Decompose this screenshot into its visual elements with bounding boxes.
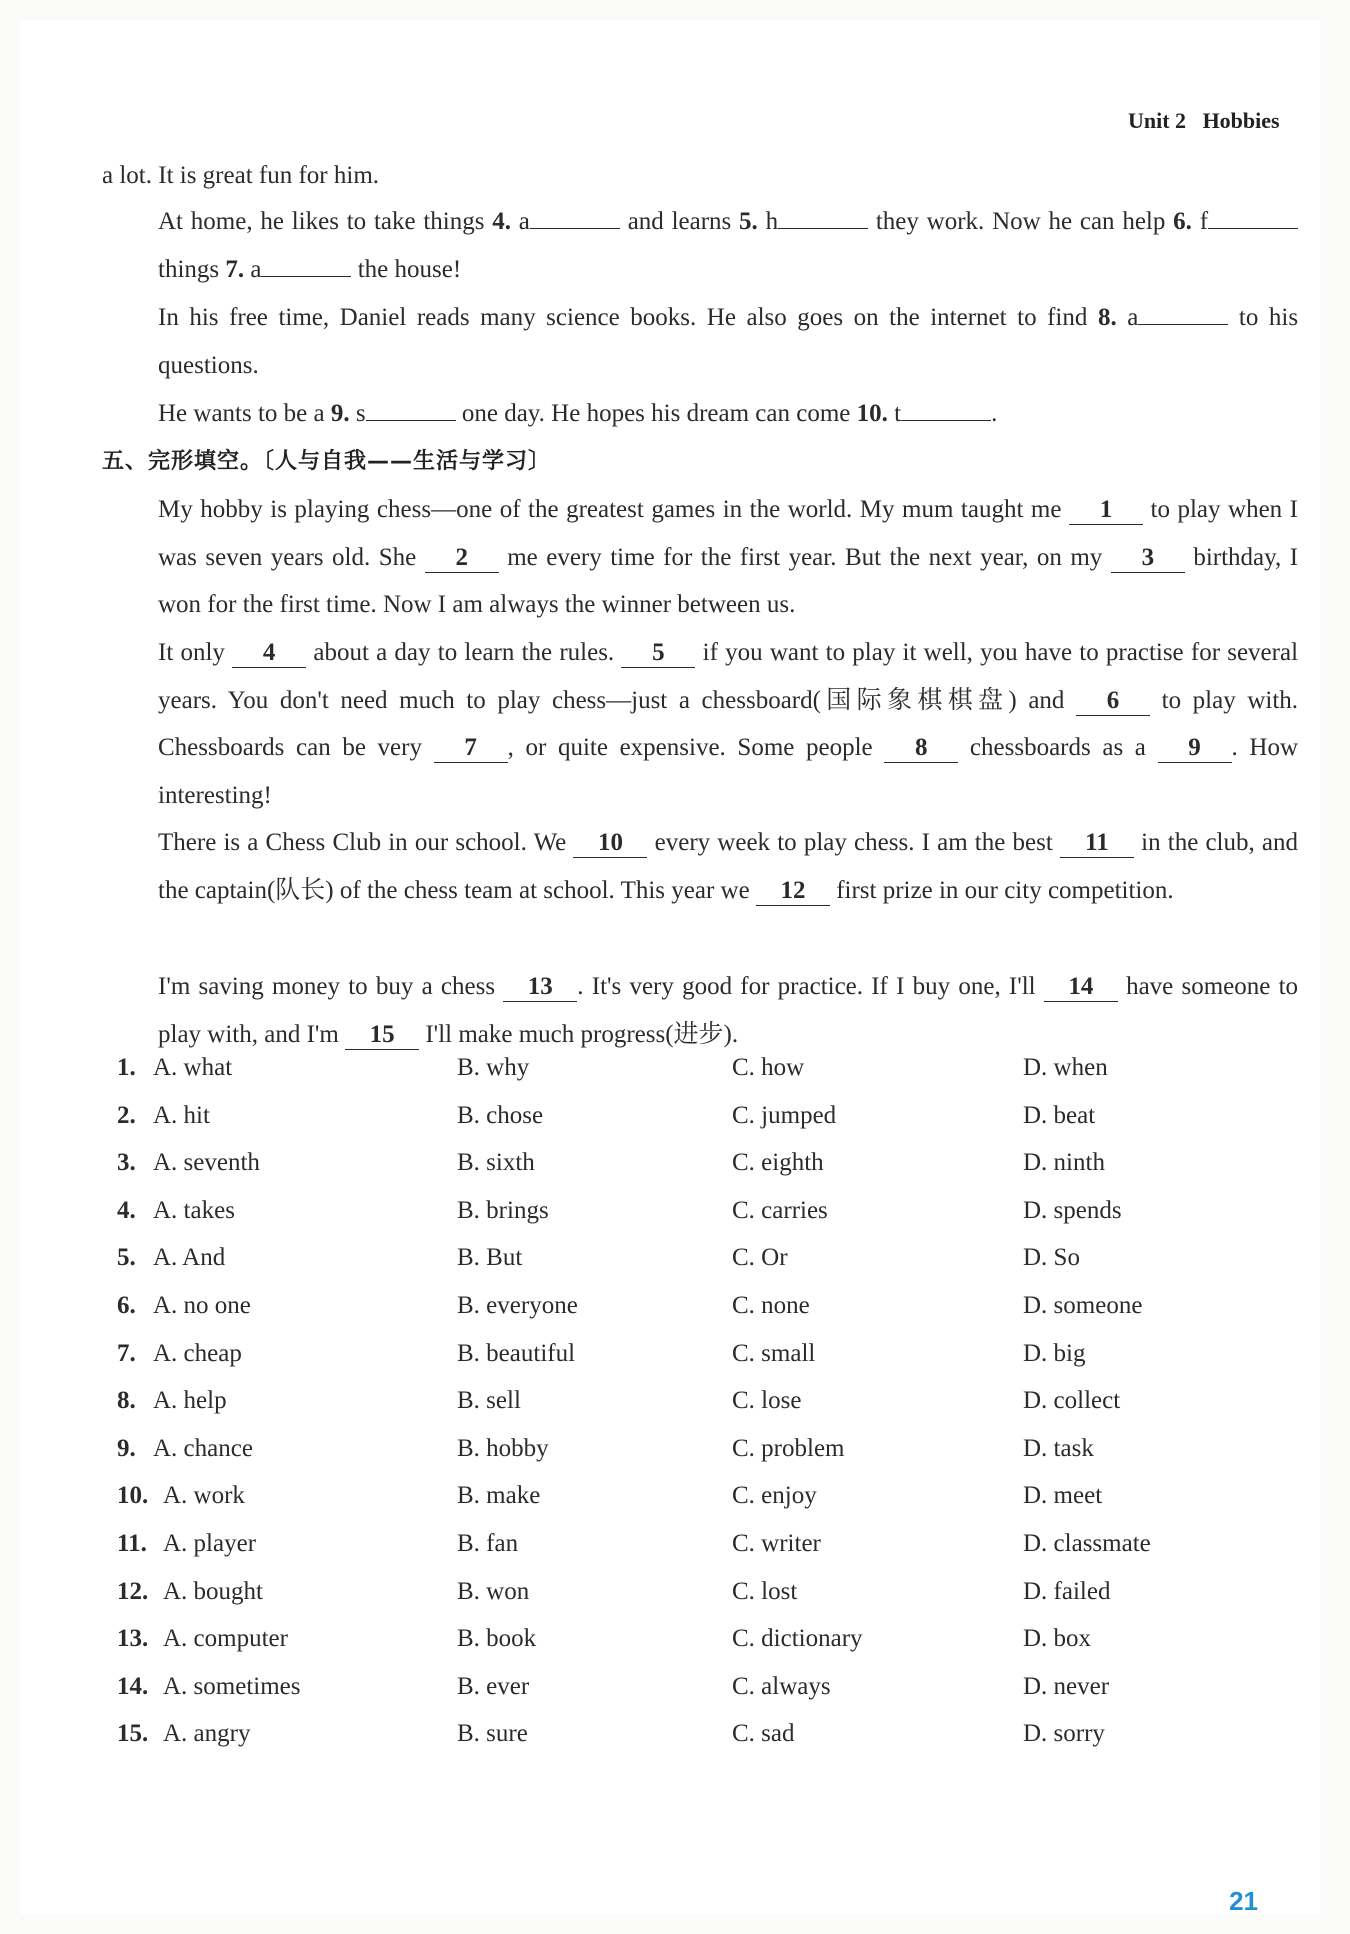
option-a[interactable]: A. help (153, 1387, 227, 1415)
option-row (117, 1482, 1217, 1529)
option-question-number: 7. (117, 1339, 136, 1367)
option-question-number: 13. (117, 1625, 149, 1653)
option-d[interactable]: D. big (1023, 1339, 1086, 1367)
answer-blank-5[interactable] (778, 228, 868, 229)
option-row (117, 1625, 1217, 1672)
option-a[interactable]: A. cheap (153, 1339, 242, 1367)
option-row (117, 1054, 1217, 1101)
option-d[interactable]: D. never (1023, 1672, 1110, 1700)
option-c[interactable]: C. jumped (732, 1101, 837, 1129)
option-question-number: 3. (117, 1149, 136, 1177)
option-b[interactable]: B. make (457, 1482, 541, 1510)
option-d[interactable]: D. when (1023, 1054, 1108, 1081)
option-b[interactable]: B. ever (457, 1672, 530, 1700)
option-c[interactable]: C. always (732, 1672, 831, 1700)
option-c[interactable]: C. lost (732, 1577, 798, 1605)
option-a[interactable]: A. computer (163, 1625, 288, 1653)
cloze-blank-3[interactable]: 3 (1111, 544, 1185, 573)
option-b[interactable]: B. chose (457, 1101, 544, 1129)
cloze-blank-7[interactable]: 7 (434, 734, 508, 763)
cloze-blank-8[interactable]: 8 (884, 734, 958, 763)
option-question-number: 2. (117, 1101, 136, 1129)
option-c[interactable]: C. how (732, 1054, 805, 1081)
answer-blank-6[interactable] (1208, 228, 1298, 229)
option-c[interactable]: C. carries (732, 1196, 828, 1224)
option-a[interactable]: A. player (163, 1530, 257, 1557)
option-d[interactable]: D. spends (1023, 1196, 1122, 1224)
option-b[interactable]: B. won (457, 1577, 530, 1605)
answer-blank-9[interactable] (366, 420, 456, 421)
option-d[interactable]: D. box (1023, 1625, 1092, 1653)
question-number-6: 6. (1173, 208, 1192, 235)
reading-paragraph-3: He wants to be a 9. s one day. He hopes his dream can come 10. t . (158, 400, 998, 427)
cloze-paragraph-2: It only 4 about a day to learn the rules. 5 if you want to play it well, you have to practise for several years. You don't need much to play chess—just a chessboard(国际象棋棋盘) and 6 to play with. Chessboards can be very 7 , or quite expensive. Some people 8 chessboards as a 9 . How interesting! (158, 639, 1299, 809)
option-row (117, 1102, 1217, 1149)
option-b[interactable]: B. sell (457, 1387, 521, 1415)
cloze-blank-5[interactable]: 5 (621, 639, 695, 668)
option-question-number: 8. (117, 1387, 136, 1415)
unit-title: Hobbies (1202, 108, 1280, 133)
option-b[interactable]: B. fan (457, 1530, 519, 1557)
question-number-4: 4. (492, 208, 512, 235)
running-header (1128, 108, 1280, 134)
section-title-cloze: 五、完形填空。〔人与自我——生活与学习〕 (102, 449, 552, 474)
paper-sheet (20, 20, 1320, 1914)
cloze-blank-13[interactable]: 13 (503, 973, 577, 1002)
option-d[interactable]: D. So (1023, 1244, 1080, 1272)
option-row (117, 1435, 1217, 1482)
question-number-5: 5. (739, 208, 758, 235)
option-d[interactable]: D. sorry (1023, 1720, 1105, 1748)
option-question-number: 9. (117, 1434, 136, 1462)
option-d[interactable]: D. ninth (1023, 1149, 1105, 1177)
option-row (117, 1578, 1217, 1625)
option-a[interactable]: A. And (153, 1244, 226, 1272)
question-number-10: 10. (856, 400, 888, 427)
reading-paragraph-2: In his free time, Daniel reads many science books. He also goes on the internet to find 8. a to his questions. (158, 304, 1299, 379)
reading-paragraph-1: At home, he likes to take things 4. a and learns 5. h they work. Now he can help 6. f things 7. a the house! (102, 198, 1298, 293)
option-a[interactable]: A. chance (153, 1434, 253, 1462)
option-question-number: 6. (117, 1292, 136, 1319)
cloze-blank-9[interactable]: 9 (1158, 734, 1232, 763)
option-a[interactable]: A. angry (163, 1720, 251, 1748)
option-a[interactable]: A. what (153, 1054, 233, 1081)
answer-blank-4[interactable] (530, 228, 620, 229)
option-question-number: 11. (117, 1530, 147, 1557)
option-row (117, 1244, 1217, 1291)
option-a[interactable]: A. seventh (153, 1149, 260, 1177)
option-a[interactable]: A. takes (153, 1196, 235, 1224)
option-question-number: 10. (117, 1482, 149, 1510)
answer-blank-8[interactable] (1138, 324, 1228, 325)
answer-blank-7[interactable] (261, 276, 351, 277)
option-a[interactable]: A. hit (153, 1101, 210, 1129)
option-c[interactable]: C. problem (732, 1434, 845, 1462)
cloze-blank-6[interactable]: 6 (1076, 687, 1150, 716)
cloze-blank-14[interactable]: 14 (1044, 973, 1118, 1002)
reading-line-1: a lot. It is great fun for him. (102, 162, 380, 189)
option-c[interactable]: C. small (732, 1339, 816, 1367)
cloze-blank-11[interactable]: 11 (1060, 829, 1134, 858)
option-question-number: 15. (117, 1720, 149, 1748)
option-question-number: 1. (117, 1054, 136, 1081)
option-c[interactable]: C. writer (732, 1530, 821, 1557)
option-a[interactable]: A. work (163, 1482, 245, 1510)
cloze-blank-10[interactable]: 10 (573, 829, 647, 858)
cloze-blank-2[interactable]: 2 (425, 544, 499, 573)
option-a[interactable]: A. sometimes (163, 1672, 301, 1700)
option-b[interactable]: B. sure (457, 1720, 528, 1748)
option-row (117, 1292, 1217, 1339)
option-c[interactable]: C. none (732, 1292, 810, 1319)
option-c[interactable]: C. eighth (732, 1149, 824, 1177)
option-c[interactable]: C. Or (732, 1244, 788, 1272)
option-c[interactable]: C. dictionary (732, 1625, 863, 1653)
cloze-paragraph-4: I'm saving money to buy a chess 13 . It's very good for practice. If I buy one, I'll 14 have someone to play with, and I'm 15 I'll make much progress(进步). (158, 973, 1299, 1048)
option-d[interactable]: D. task (1023, 1434, 1094, 1462)
option-row (117, 1149, 1217, 1196)
option-d[interactable]: D. meet (1023, 1482, 1103, 1510)
option-b[interactable]: B. sixth (457, 1149, 535, 1177)
option-b[interactable]: B. But (457, 1244, 523, 1272)
option-question-number: 4. (117, 1196, 136, 1224)
option-d[interactable]: D. failed (1023, 1577, 1111, 1605)
option-row (117, 1530, 1217, 1577)
option-d[interactable]: D. classmate (1023, 1530, 1151, 1557)
cloze-blank-12[interactable]: 12 (756, 877, 830, 906)
option-d[interactable]: D. collect (1023, 1387, 1121, 1415)
option-question-number: 14. (117, 1672, 149, 1700)
question-number-7: 7. (225, 255, 245, 283)
option-row (117, 1720, 1217, 1767)
option-row (117, 1340, 1217, 1387)
option-b[interactable]: B. beautiful (457, 1339, 576, 1367)
unit-label: Unit 2 (1128, 108, 1187, 133)
cloze-blank-4[interactable]: 4 (232, 639, 306, 668)
cloze-blank-1[interactable]: 1 (1069, 496, 1143, 525)
option-b[interactable]: B. why (457, 1054, 530, 1081)
option-b[interactable]: B. book (457, 1625, 537, 1653)
option-row (117, 1387, 1217, 1434)
option-b[interactable]: B. brings (457, 1196, 549, 1224)
option-b[interactable]: B. hobby (457, 1434, 549, 1462)
cloze-paragraph-3: There is a Chess Club in our school. We 10 every week to play chess. I am the best 11 in the club, and the captain(队长) of the chess team at school. This year we 12 first prize in our city competition. (158, 829, 1299, 904)
option-question-number: 12. (117, 1577, 149, 1605)
option-question-number: 5. (117, 1244, 136, 1272)
option-d[interactable]: D. beat (1023, 1101, 1096, 1129)
question-number-8: 8. (1097, 304, 1117, 331)
option-d[interactable]: D. someone (1023, 1292, 1143, 1319)
option-a[interactable]: A. no one (153, 1292, 251, 1319)
option-row (117, 1673, 1217, 1720)
option-c[interactable]: C. enjoy (732, 1482, 817, 1510)
cloze-paragraph-1: My hobby is playing chess—one of the greatest games in the world. My mum taught me 1 to play when I was seven years old. She 2 me every time for the first year. But the next year, on my 3 birthday, I won for the first time. Now I am always the winner between us. (158, 496, 1299, 618)
option-c[interactable]: C. sad (732, 1720, 795, 1748)
option-a[interactable]: A. bought (163, 1577, 263, 1605)
option-c[interactable]: C. lose (732, 1387, 802, 1415)
cloze-blank-15[interactable]: 15 (345, 1021, 419, 1050)
option-b[interactable]: B. everyone (457, 1292, 578, 1319)
page-number: 21 (1229, 1886, 1258, 1916)
option-row (117, 1197, 1217, 1244)
question-number-9: 9. (330, 400, 350, 427)
answer-blank-10[interactable] (901, 420, 991, 421)
